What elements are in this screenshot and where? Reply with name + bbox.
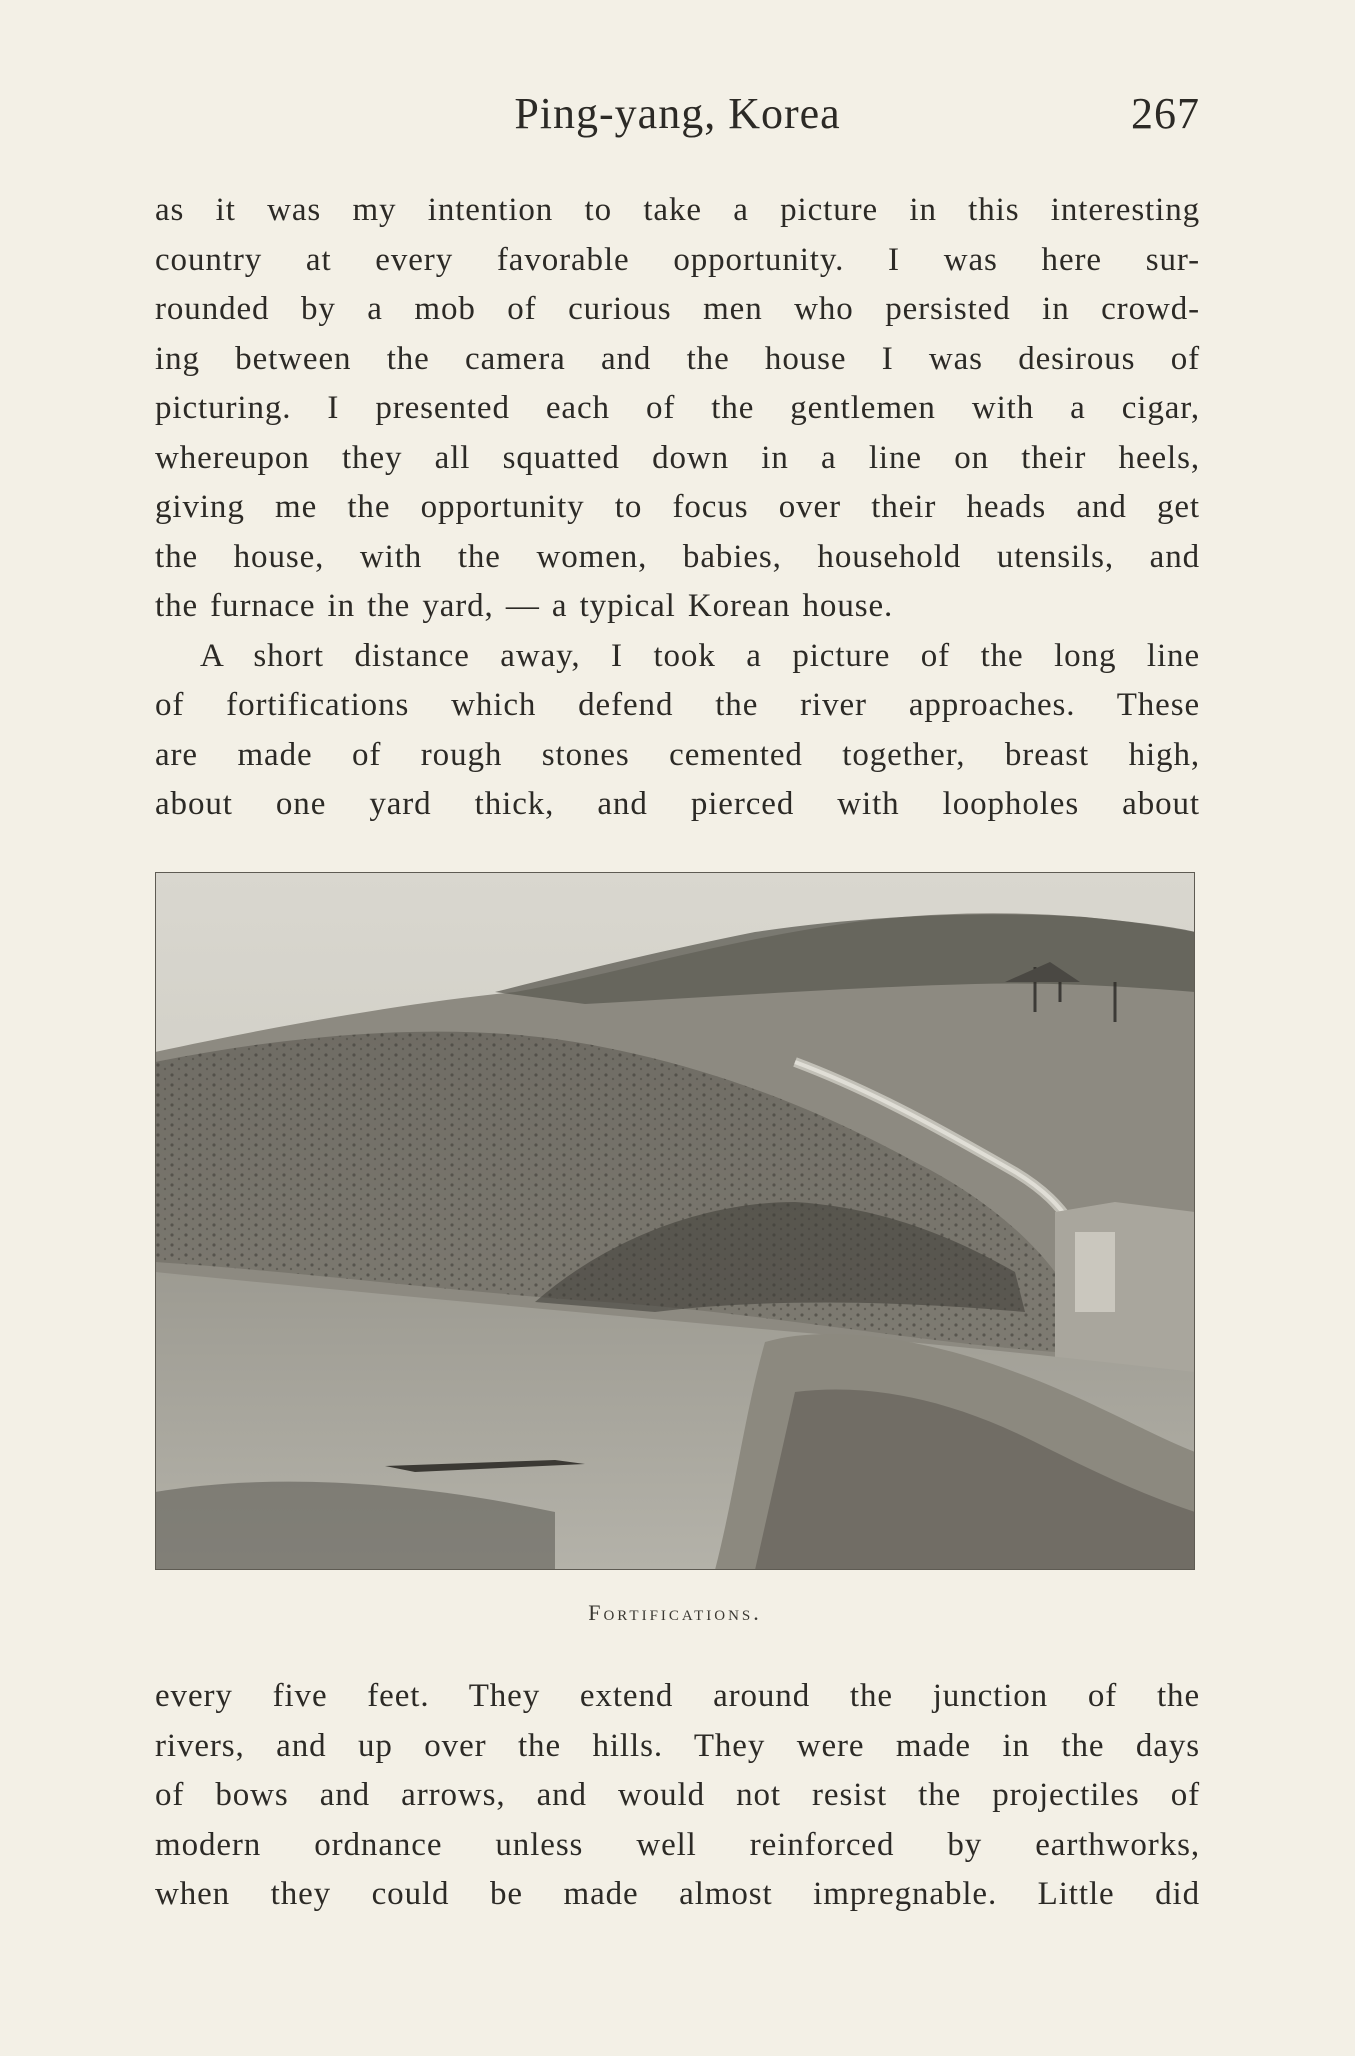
body-text-top <box>155 186 1200 830</box>
body-text-bottom <box>155 1672 1200 1920</box>
text-line: of fortifications which defend the river approaches. These <box>155 687 1200 723</box>
text-line: rounded by a mob of curious men who persisted in crowd- <box>155 291 1200 327</box>
text-line: giving me the opportunity to focus over their heads and get <box>155 489 1200 525</box>
text-line: of bows and arrows, and would not resist the projectiles of <box>155 1777 1200 1813</box>
text-line: ing between the camera and the house I was desirous of <box>155 340 1200 377</box>
page-header <box>155 88 1200 148</box>
text-line: rivers, and up over the hills. They were made in the days <box>155 1727 1200 1764</box>
text-line: whereupon they all squatted down in a line on their heels, <box>155 439 1200 476</box>
text-line: picturing. I presented each of the gentlemen with a cigar, <box>155 390 1200 426</box>
text-line: every five feet. They extend around the junction of the <box>155 1678 1200 1714</box>
text-line: as it was my intention to take a picture in this interesting <box>155 192 1200 228</box>
text-line: country at every favorable opportunity. I was here sur- <box>155 241 1200 278</box>
text-line: the house, with the women, babies, household utensils, and <box>155 538 1200 575</box>
text-line: the furnace in the yard, — a typical Korean house. <box>155 588 894 624</box>
text-line: are made of rough stones cemented together, breast high, <box>155 736 1200 773</box>
text-line: A short distance away, I took a picture of the long line <box>200 637 1200 674</box>
page-number: 267 <box>1131 89 1200 138</box>
text-line: modern ordnance unless well reinforced by earthworks, <box>155 1826 1200 1863</box>
running-title: Ping-yang, Korea <box>514 89 841 138</box>
fortifications-photo <box>155 872 1195 1570</box>
text-line: about one yard thick, and pierced with loopholes about <box>155 786 1200 822</box>
text-line: when they could be made almost impregnable. Little did <box>155 1876 1200 1912</box>
figure-caption: Fortifications. <box>588 1600 762 1625</box>
